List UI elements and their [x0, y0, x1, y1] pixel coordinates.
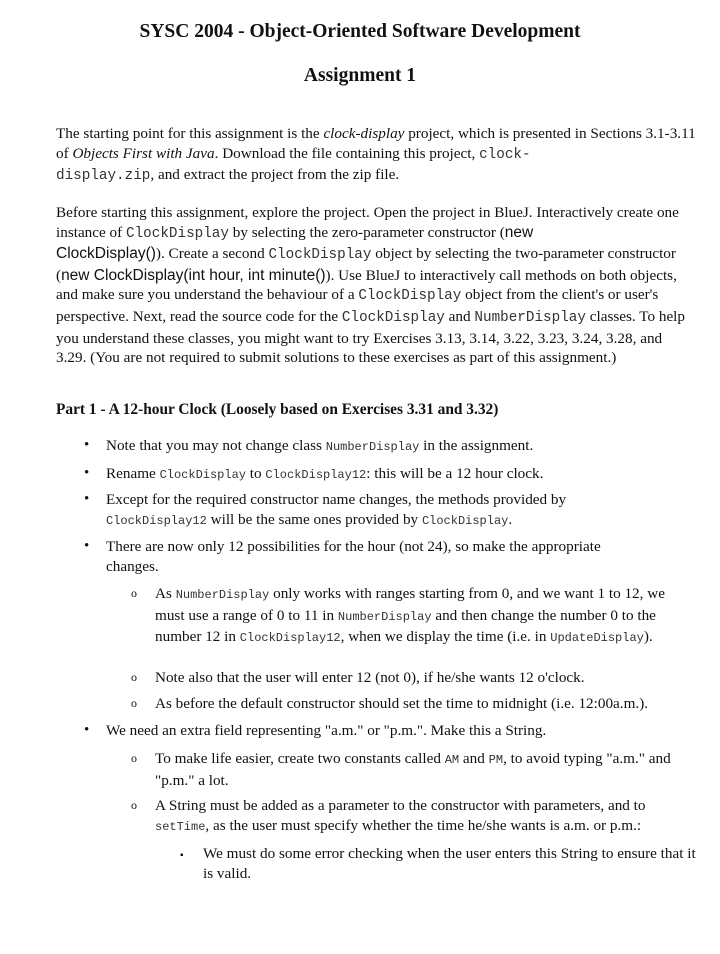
- list-item: [106, 464, 701, 486]
- text-run: object from the client's or user's perspective. Next, read the source code for the: [56, 286, 659, 325]
- circle-marker: o: [131, 586, 137, 600]
- list-item: There are now only 12 possibilities for the hour (not 24), so make the appropriate changes.: [106, 538, 601, 575]
- text-run: Before starting this assignment, explore the project. Open the project in BlueJ. Interactively create one instance of: [56, 204, 679, 241]
- code-constant: PM: [488, 753, 504, 767]
- code-class-name: ClockDisplay: [341, 309, 445, 326]
- project-name: clock-display: [323, 125, 405, 142]
- list-item: We need an extra field representing "a.m." or "p.m.". Make this a String.: [106, 722, 547, 739]
- code-class-name: NumberDisplay: [325, 440, 420, 454]
- sub-list-item: [155, 796, 695, 837]
- zip-filename: display.zip: [56, 168, 151, 185]
- book-title: Objects First with Java: [72, 144, 215, 162]
- explore-paragraph: [56, 203, 696, 368]
- text-run: : this will be a 12 hour clock.: [366, 465, 544, 482]
- text-run: object by selecting the two-parameter constructor (: [56, 245, 676, 284]
- text-run: in the assignment.: [419, 437, 534, 454]
- text-run: and then change the number 0 to the number 12 in: [155, 606, 656, 646]
- text-run: .: [508, 510, 513, 528]
- bullet-marker: •: [84, 465, 90, 481]
- intro-paragraph: [56, 124, 696, 187]
- text-run: project, which is presented in Sections 3.1-3.11 of: [56, 125, 696, 162]
- text-run: by selecting the zero-parameter constructor (: [228, 223, 505, 241]
- text-run: ). Create a second: [155, 245, 269, 263]
- code-class-name: NumberDisplay: [474, 309, 586, 326]
- circle-marker: o: [131, 696, 137, 710]
- text-run: As: [155, 585, 176, 602]
- text-run: will be the same ones provided by: [206, 510, 422, 528]
- sub-list-item: [155, 584, 695, 649]
- course-title: SYSC 2004 - Object-Oriented Software Development: [139, 21, 581, 42]
- circle-marker: o: [131, 798, 137, 812]
- text-run: , and extract the project from the zip file.: [150, 166, 400, 184]
- text-run: Except for the required constructor name changes, the methods provided by: [106, 491, 567, 508]
- square-marker: ▪: [180, 850, 184, 861]
- code-class-name: NumberDisplay: [337, 609, 432, 624]
- list-item: [106, 490, 701, 531]
- text-run: The starting point for this assignment is the: [56, 125, 324, 142]
- text-run: A String must be added as a parameter to the constructor with parameters, and to: [155, 797, 646, 814]
- zip-filename: clock-: [479, 146, 531, 163]
- text-run: and: [444, 307, 475, 325]
- code-method-name: UpdateDisplay: [550, 631, 644, 646]
- text-run: , when we display the time (i.e. in: [340, 628, 551, 646]
- code-class-name: ClockDisplay: [358, 288, 462, 305]
- text-run: Rename: [106, 465, 160, 482]
- text-run: classes. To help you understand these classes, you might want to try Exercises 3.13, 3.14, 3.22, 3.23, 3.24, 3.28, and 3.29. (You are not required to submit solutions to these exercises as part of this assignment.): [56, 307, 685, 367]
- list-item: [106, 436, 701, 458]
- circle-marker: o: [131, 751, 137, 765]
- sub-sub-list-item: We must do some error checking when the user enters this String to ensure that it is valid.: [203, 845, 696, 882]
- code-constant: AM: [444, 753, 460, 767]
- circle-marker: o: [131, 670, 137, 684]
- code-class-name: NumberDisplay: [175, 588, 270, 602]
- sub-list-item: As before the default constructor should set the time to midnight (i.e. 12:00a.m.).: [155, 695, 649, 712]
- text-run: . Download the file containing this project,: [214, 144, 480, 162]
- bullet-marker: •: [84, 538, 90, 554]
- bullet-marker: •: [84, 722, 90, 738]
- sub-list-item: Note also that the user will enter 12 (not 0), if he/she wants 12 o'clock.: [155, 669, 585, 686]
- code-class-name: ClockDisplay12: [265, 468, 367, 482]
- text-run: , to avoid typing "a.m." and "p.m." a lot.: [155, 750, 671, 789]
- constructor-text: new: [504, 223, 534, 241]
- code-class-name: ClockDisplay: [421, 513, 509, 528]
- text-run: ).: [643, 628, 653, 646]
- code-method-name: setTime: [155, 819, 206, 834]
- part1-heading: Part 1 - A 12-hour Clock (Loosely based on Exercises 3.31 and 3.32): [56, 401, 499, 418]
- sub-list-item: [155, 749, 695, 790]
- bullet-marker: •: [84, 491, 90, 507]
- code-class-name: ClockDisplay12: [239, 631, 341, 646]
- text-run: to: [245, 465, 266, 482]
- code-class-name: ClockDisplay: [159, 468, 246, 482]
- text-run: To make life easier, create two constants called: [155, 750, 445, 767]
- bullet-marker: •: [84, 437, 90, 453]
- text-run: only works with ranges starting from 0, and we want 1 to 12, we must use a range of 0 to 11 in: [155, 585, 665, 624]
- text-run: , as the user must specify whether the time he/she wants is a.m. or p.m.:: [205, 816, 642, 834]
- code-class-name: ClockDisplay: [268, 247, 372, 264]
- constructor-text: ClockDisplay(): [56, 245, 156, 263]
- constructor-text: new ClockDisplay(int hour, int minute(): [61, 266, 326, 284]
- text-run: ). Use BlueJ to interactively call methods on both objects, and make sure you understand the behaviour of a: [56, 266, 677, 304]
- code-class-name: ClockDisplay: [126, 225, 229, 242]
- code-class-name: ClockDisplay12: [106, 513, 207, 528]
- text-run: Note that you may not change class: [106, 437, 326, 454]
- assignment-title: Assignment 1: [303, 65, 417, 86]
- text-run: and: [459, 750, 489, 767]
